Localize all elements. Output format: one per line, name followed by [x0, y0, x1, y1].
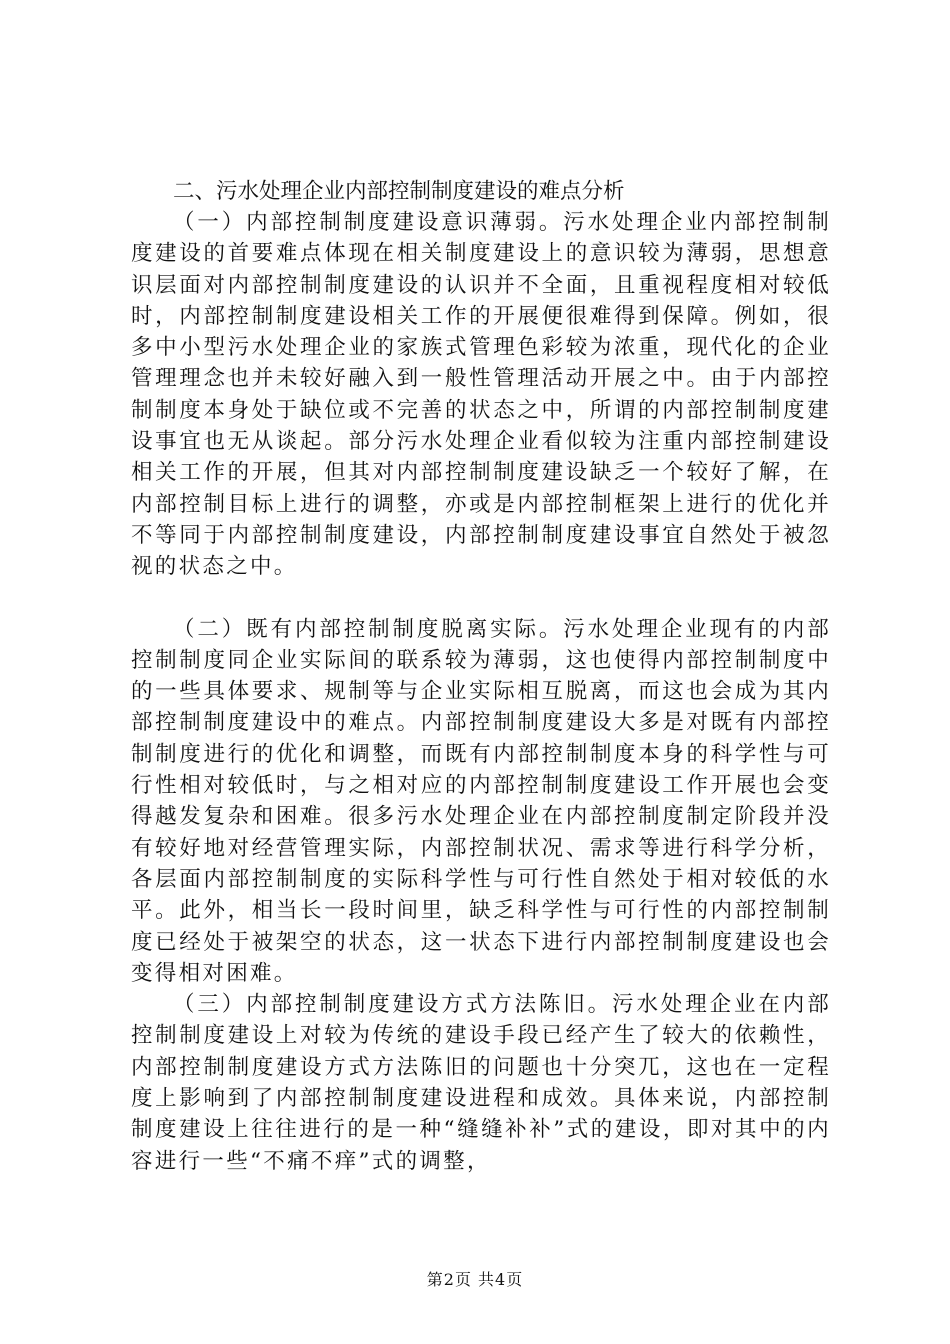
page-number-footer: 第2页 共4页	[426, 1270, 524, 1289]
section-heading: 二、污水处理企业内部控制制度建设的难点分析	[173, 179, 625, 204]
paragraph-1: （一）内部控制制度建设意识薄弱。污水处理企业内部控制制度建设的首要难点体现在相关制度建设上的意识较为薄弱，思想意识层面对内部控制制度建设的认识并不全面，且重视程度相对较低时，内部控制制度建设相关工作的开展便很难得到保障。例如，很多中小型污水处理企业的家族式管理色彩较为浓重，现代化的企业管理理念也并未较好融入到一般性管理活动开展之中。由于内部控制制度本身处于缺位或不完善的状态之中，所谓的内部控制制度建设事宜也无从谈起。部分污水处理企业看似较为注重内部控制建设相关工作的开展，但其对内部控制制度建设缺乏一个较好了解，在内部控制目标上进行的调整，亦或是内部控制框架上进行的优化并不等同于内部控制制度建设，内部控制制度建设事宜自然处于被忽视的状态之中。	[131, 210, 831, 580]
paragraph-2: （二）既有内部控制制度脱离实际。污水处理企业现有的内部控制制度同企业实际间的联系较为薄弱，这也使得内部控制制度中的一些具体要求、规制等与企业实际相互脱离，而这也会成为其内部控制制度建设中的难点。内部控制制度建设大多是对既有内部控制制度进行的优化和调整，而既有内部控制制度本身的科学性与可行性相对较低时，与之相对应的内部控制制度建设工作开展也会变得越发复杂和困难。很多污水处理企业在内部控制度制定阶段并没有较好地对经营管理实际，内部控制状况、需求等进行科学分析，各层面内部控制制度的实际科学性与可行性自然处于相对较低的水平。此外，相当长一段时间里，缺乏科学性与可行性的内部控制制度已经处于被架空的状态，这一状态下进行内部控制制度建设也会变得相对困难。	[131, 616, 831, 986]
document-body	[131, 177, 831, 1177]
paragraph-3: （三）内部控制制度建设方式方法陈旧。污水处理企业在内部控制制度建设上对较为传统的建设手段已经产生了较大的依赖性，内部控制制度建设方式方法陈旧的问题也十分突兀，这也在一定程度上影响到了内部控制制度建设进程和成效。具体来说，内部控制制度建设上往往进行的是一种“缝缝补补”式的建设，即对其中的内容进行一些“不痛不痒”式的调整，	[131, 992, 831, 1174]
